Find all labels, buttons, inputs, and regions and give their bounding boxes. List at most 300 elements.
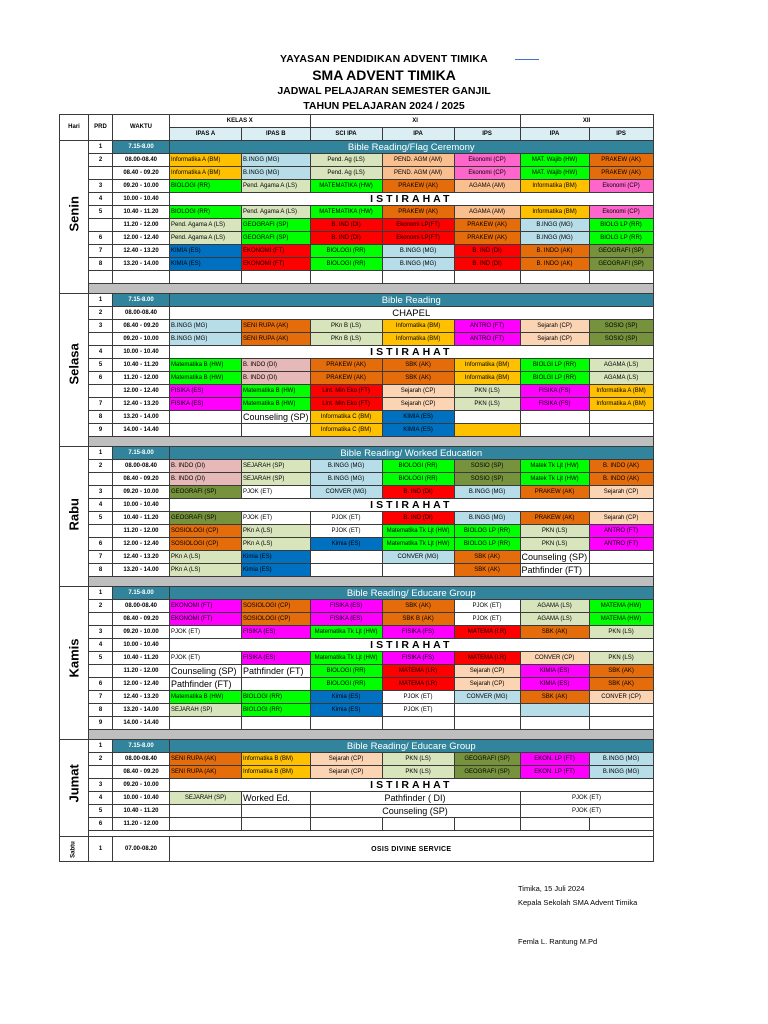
period-number: 8 xyxy=(89,564,113,577)
subject-cell: PKn B (LS) xyxy=(310,320,382,333)
col-waktu: WAKTU xyxy=(113,115,170,141)
period-number: 6 xyxy=(89,372,113,385)
subject-cell: Sejarah (CP) xyxy=(382,398,454,411)
time-slot: 12.40 - 13.20 xyxy=(113,691,170,704)
period-number: 2 xyxy=(89,600,113,613)
subject-cell: Kimia (ES) xyxy=(310,704,382,717)
subject-cell: KIMIA (ES) xyxy=(382,424,454,437)
subject-cell: Matematika Tk Ljt (HW) xyxy=(310,626,382,639)
subject-cell: PKN (LS) xyxy=(454,385,520,398)
subject-cell: MATEMA (HW) xyxy=(589,613,653,626)
subject-cell: Matematika B (HW) xyxy=(242,385,311,398)
schedule-row xyxy=(60,359,654,372)
period-number: 5 xyxy=(89,512,113,525)
subject-cell: PKn A (LS) xyxy=(170,551,242,564)
period-number: 7 xyxy=(89,398,113,411)
subject-cell: Pend. Ag (LS) xyxy=(310,154,382,167)
time-slot: 08.00-08.40 xyxy=(113,600,170,613)
subject-cell: BIOLOGI (RR) xyxy=(170,206,242,219)
subject-cell: BIOLOGI (RR) xyxy=(382,460,454,473)
subject-cell: B.INGG (MG) xyxy=(382,245,454,258)
subject-cell: PJOK (ET) xyxy=(310,512,382,525)
subject-cell: BIOLOGI (RR) xyxy=(310,245,382,258)
subject-cell: B.INGG (MG) xyxy=(454,486,520,499)
subject-cell: Informatika (BM) xyxy=(520,180,589,193)
schedule-row xyxy=(60,398,654,411)
subject-cell: Matematika Tk Ljt (HW) xyxy=(382,538,454,551)
subject-cell: GEOGRAFI (SP) xyxy=(454,766,520,779)
class-header: IPAS A xyxy=(170,128,242,141)
time-slot: 08.40 - 09.20 xyxy=(113,320,170,333)
subject-cell: FISIKA (ES) xyxy=(170,398,242,411)
subject-cell: SBK (AK) xyxy=(589,678,653,691)
period-number: 5 xyxy=(89,652,113,665)
time-slot: 08.00-08.40 xyxy=(113,753,170,766)
time-slot: 10.40 - 11.20 xyxy=(113,512,170,525)
day-separator xyxy=(89,730,654,740)
schedule-row xyxy=(60,678,654,691)
period-number: 7 xyxy=(89,691,113,704)
subject-cell: SOSIO (SP) xyxy=(454,460,520,473)
subject-cell: Counseling (SP) xyxy=(521,551,588,562)
subject-cell: Pathfinder (FT) xyxy=(242,665,311,678)
period-number: 8 xyxy=(89,258,113,271)
subject-cell: SOSIO (SP) xyxy=(589,333,653,346)
subject-cell: PJOK (ET) xyxy=(242,512,311,525)
time-slot: 13.20 - 14.00 xyxy=(113,564,170,577)
time-slot: 08.40 - 09.20 xyxy=(113,766,170,779)
schedule-row xyxy=(60,232,654,245)
schedule-row xyxy=(60,717,654,730)
period-number: 9 xyxy=(89,717,113,730)
subject-cell: BIOLGI LP (RR) xyxy=(520,372,589,385)
subject-cell: Informatika A (BM) xyxy=(589,398,653,411)
subject-cell: PKN (LS) xyxy=(382,766,454,779)
subject-cell: B. IND (DI) xyxy=(382,486,454,499)
time-slot: 10.00 - 10.40 xyxy=(113,346,170,359)
subject-cell: FISIKA (FS) xyxy=(520,385,589,398)
subject-cell: PJOK (ET) xyxy=(520,792,653,805)
subject-cell: PRAKEW (AK) xyxy=(382,206,454,219)
subject-cell: KIMIA (ES) xyxy=(170,258,242,271)
subject-cell: Kimia (ES) xyxy=(310,538,382,551)
period-number: 4 xyxy=(89,792,113,805)
subject-cell: PKN (LS) xyxy=(454,398,520,411)
subject-cell: Sejarah (CP) xyxy=(589,486,653,499)
subject-cell: Informatika A (BM) xyxy=(170,154,242,167)
subject-cell: Pathfinder (FT) xyxy=(170,678,242,691)
subject-cell xyxy=(520,424,589,437)
col-hari: Hari xyxy=(60,115,89,141)
subject-cell xyxy=(170,805,242,818)
subject-cell: B. IND (DI) xyxy=(310,232,382,245)
subject-cell: BIOLOGI (RR) xyxy=(310,665,382,678)
subject-cell: SOSIO (SP) xyxy=(454,473,520,486)
schedule-row xyxy=(60,294,654,307)
time-slot: 7.15-8.00 xyxy=(113,141,170,154)
subject-cell: PRAKEW (AK) xyxy=(454,219,520,232)
subject-cell xyxy=(589,564,653,577)
period-number: 9 xyxy=(89,424,113,437)
subject-cell: Matematika B (HW) xyxy=(170,691,242,704)
schedule-row xyxy=(60,551,654,564)
time-slot: 10.40 - 11.20 xyxy=(113,359,170,372)
subject-cell: EKON. LP (FT) xyxy=(520,753,589,766)
subject-cell: KIMIA (ES) xyxy=(382,411,454,424)
subject-cell xyxy=(382,717,454,730)
class-header: IPS xyxy=(454,128,520,141)
schedule-row xyxy=(60,473,654,486)
subject-cell: PKN (LS) xyxy=(589,626,653,639)
schedule-row xyxy=(60,141,654,154)
time-slot: 12.40 - 13.20 xyxy=(113,245,170,258)
time-slot: 13.20 - 14.00 xyxy=(113,411,170,424)
school-name: SMA ADVENT TIMIKA xyxy=(312,67,456,83)
schedule-row xyxy=(60,180,654,193)
subject-cell: KIMIA (ES) xyxy=(520,678,589,691)
subject-cell: B. IND (DI) xyxy=(310,219,382,232)
day-cell xyxy=(60,837,89,862)
subject-cell: CONVER (MG) xyxy=(382,551,454,564)
col-kelas-x: KELAS X xyxy=(170,115,311,128)
time-slot: 12.40 - 13.20 xyxy=(113,551,170,564)
subject-cell: PRAKEW (AK) xyxy=(382,180,454,193)
subject-cell: ANTRO (FT) xyxy=(589,525,653,538)
time-slot: 09.20 - 10.00 xyxy=(113,626,170,639)
class-header: IPS xyxy=(589,128,653,141)
period-number: 2 xyxy=(89,307,113,320)
time-slot: 7.15-8.00 xyxy=(113,740,170,753)
schedule-row xyxy=(60,499,654,512)
subject-cell: B.INGG (MG) xyxy=(520,219,589,232)
schedule-row xyxy=(60,385,654,398)
subject-cell: GEOGRAFI (SP) xyxy=(454,753,520,766)
empty-cell xyxy=(454,271,520,284)
subject-cell: PKn A (LS) xyxy=(242,525,311,538)
empty-cell xyxy=(520,271,589,284)
period-number: 4 xyxy=(89,499,113,512)
time-slot: 08.00-08.40 xyxy=(113,460,170,473)
schedule-row xyxy=(60,512,654,525)
subject-cell xyxy=(170,411,242,424)
break-row: ISTIRAHAT xyxy=(170,346,654,359)
time-slot: 7.15-8.00 xyxy=(113,294,170,307)
schedule-row xyxy=(60,753,654,766)
schedule-row xyxy=(60,818,654,831)
subject-cell: Matek Tk Ljt (HW) xyxy=(520,460,589,473)
subject-cell: BIOLOGI (RR) xyxy=(310,678,382,691)
subject-cell: MATEMATIKA (HW) xyxy=(310,180,382,193)
day-cell xyxy=(60,141,89,294)
class-header: IPAS B xyxy=(242,128,311,141)
time-slot: 11.20 - 12.00 xyxy=(113,818,170,831)
schedule-row xyxy=(60,577,654,587)
day-separator xyxy=(89,284,654,294)
subject-cell: CONVER (CP) xyxy=(589,691,653,704)
subject-cell: PKn A (LS) xyxy=(242,538,311,551)
empty-cell xyxy=(170,818,242,831)
subject-cell: PRAKEW (AK) xyxy=(520,512,589,525)
period-number: 3 xyxy=(89,320,113,333)
time-slot: 10.00 - 10.40 xyxy=(113,499,170,512)
subject-cell: SENI RUPA (AK) xyxy=(170,753,242,766)
subject-cell: PRAKEW (AK) xyxy=(589,167,653,180)
empty-cell xyxy=(454,818,520,831)
subject-cell: SBK (AK) xyxy=(589,665,653,678)
subject-cell xyxy=(454,717,520,730)
schedule-row xyxy=(60,587,654,600)
subject-cell: EKONOMI (FT) xyxy=(242,245,311,258)
empty-cell xyxy=(520,818,589,831)
subject-cell: MATEMA (HW) xyxy=(589,600,653,613)
subject-cell xyxy=(310,717,382,730)
subject-cell: Pend. Ag (LS) xyxy=(310,167,382,180)
subject-cell: Matematika B (HW) xyxy=(170,372,242,385)
subject-cell: Kimia (ES) xyxy=(242,564,311,577)
subject-cell: KIMIA (ES) xyxy=(170,245,242,258)
subject-cell xyxy=(310,564,382,577)
signature-name: Femla L. Rantung M.Pd xyxy=(518,937,598,946)
subject-cell: PJOK (ET) xyxy=(520,805,653,818)
period-number: 8 xyxy=(89,704,113,717)
subject-cell: SBK (AK) xyxy=(382,600,454,613)
period-number: 1 xyxy=(89,740,113,753)
schedule-title: JADWAL PELAJARAN SEMESTER GANJIL xyxy=(277,85,491,97)
empty-cell xyxy=(310,818,382,831)
activity-cell: Counseling (SP) xyxy=(310,805,520,818)
subject-cell xyxy=(454,411,520,424)
subject-cell: SBK B (AK) xyxy=(382,613,454,626)
subject-cell: PJOK (ET) xyxy=(382,704,454,717)
activity-band: Bible Reading/ Educare Group xyxy=(170,587,654,600)
schedule-row xyxy=(60,691,654,704)
period-number: 3 xyxy=(89,779,113,792)
subject-cell: SBK (AK) xyxy=(454,551,520,564)
subject-cell xyxy=(589,704,653,717)
col-xi: XI xyxy=(310,115,520,128)
subject-cell: GEOGRAFI (SP) xyxy=(242,219,311,232)
subject-cell: SOSIOLOGI (CP) xyxy=(170,538,242,551)
time-slot: 11.20 - 12.00 xyxy=(113,665,170,678)
subject-cell: MAT. Wajib (HW) xyxy=(520,154,589,167)
subject-cell: SOSIOLOGI (CP) xyxy=(242,613,311,626)
activity-band: Bible Reading/ Worked Education xyxy=(170,447,654,460)
schedule-row xyxy=(60,154,654,167)
subject-cell: BIOLOGI (RR) xyxy=(242,691,311,704)
subject-cell: SBK (AK) xyxy=(382,359,454,372)
time-slot: 10.40 - 11.20 xyxy=(113,206,170,219)
subject-cell: SENI RUPA (AK) xyxy=(170,766,242,779)
subject-cell xyxy=(170,717,242,730)
period-number: 6 xyxy=(89,232,113,245)
schedule-row xyxy=(60,460,654,473)
subject-cell xyxy=(520,704,589,717)
subject-cell: B.INGG (MG) xyxy=(242,154,311,167)
subject-cell: EKONOMI (FT) xyxy=(242,258,311,271)
subject-cell: CONVER (CP) xyxy=(520,652,589,665)
subject-cell: Matematika Tk Ljt (HW) xyxy=(310,652,382,665)
subject-cell: SBK (AK) xyxy=(382,372,454,385)
schedule-table xyxy=(59,114,654,862)
break-row: ISTIRAHAT xyxy=(170,639,654,652)
subject-cell: AGAMA (LS) xyxy=(520,613,589,626)
subject-cell: Informatika C (BM) xyxy=(310,424,382,437)
subject-cell: PJOK (ET) xyxy=(454,613,520,626)
subject-cell: B. INDO (DI) xyxy=(170,460,242,473)
day-cell xyxy=(60,447,89,587)
subject-cell: AGAMA (AM) xyxy=(454,206,520,219)
subject-cell: BIOLOGI (RR) xyxy=(170,180,242,193)
subject-cell xyxy=(242,678,311,691)
schedule-row xyxy=(60,219,654,232)
subject-cell xyxy=(310,551,382,564)
time-slot: 08.00-08.40 xyxy=(113,154,170,167)
period-number: 4 xyxy=(89,193,113,206)
subject-cell: EKONOMI (FT) xyxy=(170,613,242,626)
class-header: IPA xyxy=(520,128,589,141)
period-number: 5 xyxy=(89,805,113,818)
subject-cell: CONVER (MG) xyxy=(310,486,382,499)
activity-band: Bible Reading/ Educare Group xyxy=(170,740,654,753)
subject-cell: Lint. Min Eko (FT) xyxy=(310,398,382,411)
break-row: ISTIRAHAT xyxy=(170,779,654,792)
subject-cell: AGAMA (AM) xyxy=(454,180,520,193)
subject-cell: Sejarah (CP) xyxy=(520,333,589,346)
subject-cell: GEOGRAFI (SP) xyxy=(589,258,653,271)
day-name: Senin xyxy=(66,195,82,231)
subject-cell: PKN (LS) xyxy=(382,753,454,766)
period-number: 7 xyxy=(89,551,113,564)
subject-cell: PKN (LS) xyxy=(520,525,589,538)
subject-cell: BIOLG LP (RR) xyxy=(589,232,653,245)
period-number xyxy=(89,219,113,232)
schedule-row xyxy=(60,613,654,626)
day-cell xyxy=(60,587,89,740)
subject-cell: SEJARAH (SP) xyxy=(242,473,311,486)
subject-cell xyxy=(242,424,311,437)
period-number: 8 xyxy=(89,411,113,424)
period-number xyxy=(89,665,113,678)
subject-cell: KIMIA (ES) xyxy=(520,665,589,678)
time-slot: 14.00 - 14.40 xyxy=(113,424,170,437)
period-number: 5 xyxy=(89,359,113,372)
subject-cell: GEOGRAFI (SP) xyxy=(589,245,653,258)
subject-cell xyxy=(454,424,520,437)
class-header: SCI IPA xyxy=(310,128,382,141)
break-row: ISTIRAHAT xyxy=(170,499,654,512)
subject-cell: BIOLGI LP (RR) xyxy=(520,359,589,372)
time-slot: 09.20 - 10.00 xyxy=(113,180,170,193)
period-number: 1 xyxy=(89,294,113,307)
document-header xyxy=(0,52,768,114)
schedule-row xyxy=(60,837,654,862)
subject-cell: FISIKA (ES) xyxy=(310,613,382,626)
time-slot: 10.00 - 10.40 xyxy=(113,792,170,805)
schedule-row xyxy=(60,193,654,206)
schedule-row xyxy=(60,665,654,678)
subject-cell: Matematika Tk Ljt (HW) xyxy=(382,525,454,538)
period-number: 4 xyxy=(89,639,113,652)
subject-cell: B. INDO (AK) xyxy=(589,460,653,473)
col-xii: XII xyxy=(520,115,653,128)
subject-cell: FISIKA (FS) xyxy=(382,652,454,665)
subject-cell: Informatika (BM) xyxy=(454,372,520,385)
subject-cell: BIOLOGI (RR) xyxy=(382,473,454,486)
subject-cell: MATEMA (I.R) xyxy=(454,652,520,665)
period-number xyxy=(89,613,113,626)
time-slot: 10.40 - 11.20 xyxy=(113,652,170,665)
subject-cell: FISIKA (ES) xyxy=(242,652,311,665)
subject-cell: GEOGRAFI (SP) xyxy=(170,512,242,525)
subject-cell: B.INGG (MG) xyxy=(589,753,653,766)
subject-cell: ANTRO (FT) xyxy=(454,333,520,346)
period-number xyxy=(89,333,113,346)
period-number: 6 xyxy=(89,818,113,831)
schedule-row xyxy=(60,437,654,447)
subject-cell: BIOLG LP (RR) xyxy=(589,219,653,232)
activity-band: Bible Reading xyxy=(170,294,654,307)
subject-cell: Pend. Agama A (LS) xyxy=(242,180,311,193)
time-slot: 08.40 - 09.20 xyxy=(113,167,170,180)
subject-cell: PEND. AGM (AM) xyxy=(382,154,454,167)
schedule-row xyxy=(60,245,654,258)
subject-cell: MAT. Wajib (HW) xyxy=(520,167,589,180)
time-slot: 14.00 - 14.40 xyxy=(113,717,170,730)
subject-cell: Matek Tk Ljt (HW) xyxy=(520,473,589,486)
subject-cell: CONVER (MG) xyxy=(454,691,520,704)
subject-cell: SENI RUPA (AK) xyxy=(242,333,311,346)
period-number: 2 xyxy=(89,154,113,167)
subject-cell: Kimia (ES) xyxy=(310,691,382,704)
subject-cell: Informatika C (BM) xyxy=(310,411,382,424)
activity-cell xyxy=(242,805,311,818)
day-name: Jumat xyxy=(66,763,82,802)
subject-cell: B.INGG (MG) xyxy=(589,766,653,779)
schedule-row xyxy=(60,740,654,753)
schedule-row xyxy=(60,411,654,424)
subject-cell: Matematika B (HW) xyxy=(242,398,311,411)
period-number: 3 xyxy=(89,180,113,193)
period-number: 1 xyxy=(89,447,113,460)
subject-cell: Pend. Agama A (LS) xyxy=(170,219,242,232)
subject-cell: EKON. LP (FT) xyxy=(520,766,589,779)
period-number xyxy=(89,766,113,779)
subject-cell: Lint. Min Eko (FT) xyxy=(310,385,382,398)
subject-cell xyxy=(589,411,653,424)
subject-cell: BIOLOGI (RR) xyxy=(310,258,382,271)
schedule-row xyxy=(60,167,654,180)
subject-cell: Sejarah (CP) xyxy=(454,678,520,691)
subject-cell: Counseling (SP) xyxy=(170,665,242,678)
subject-cell xyxy=(589,551,653,564)
schedule-body xyxy=(60,141,654,862)
time-slot: 09.20 - 10.00 xyxy=(113,333,170,346)
time-slot: 12.00 - 12.40 xyxy=(113,678,170,691)
period-number: 5 xyxy=(89,206,113,219)
subject-cell xyxy=(454,704,520,717)
decorative-line xyxy=(515,59,539,60)
day-name: Selasa xyxy=(66,342,82,384)
subject-cell: PJOK (ET) xyxy=(310,525,382,538)
subject-cell: PRAKEW (AK) xyxy=(454,232,520,245)
schedule-row xyxy=(60,564,654,577)
day-name: Rabu xyxy=(66,498,82,531)
subject-cell: B.INGG (MG) xyxy=(242,167,311,180)
subject-cell: MATEMA (I.R) xyxy=(382,678,454,691)
empty-cell xyxy=(589,271,653,284)
period-number xyxy=(89,271,113,284)
subject-cell: AGAMA (LS) xyxy=(589,359,653,372)
